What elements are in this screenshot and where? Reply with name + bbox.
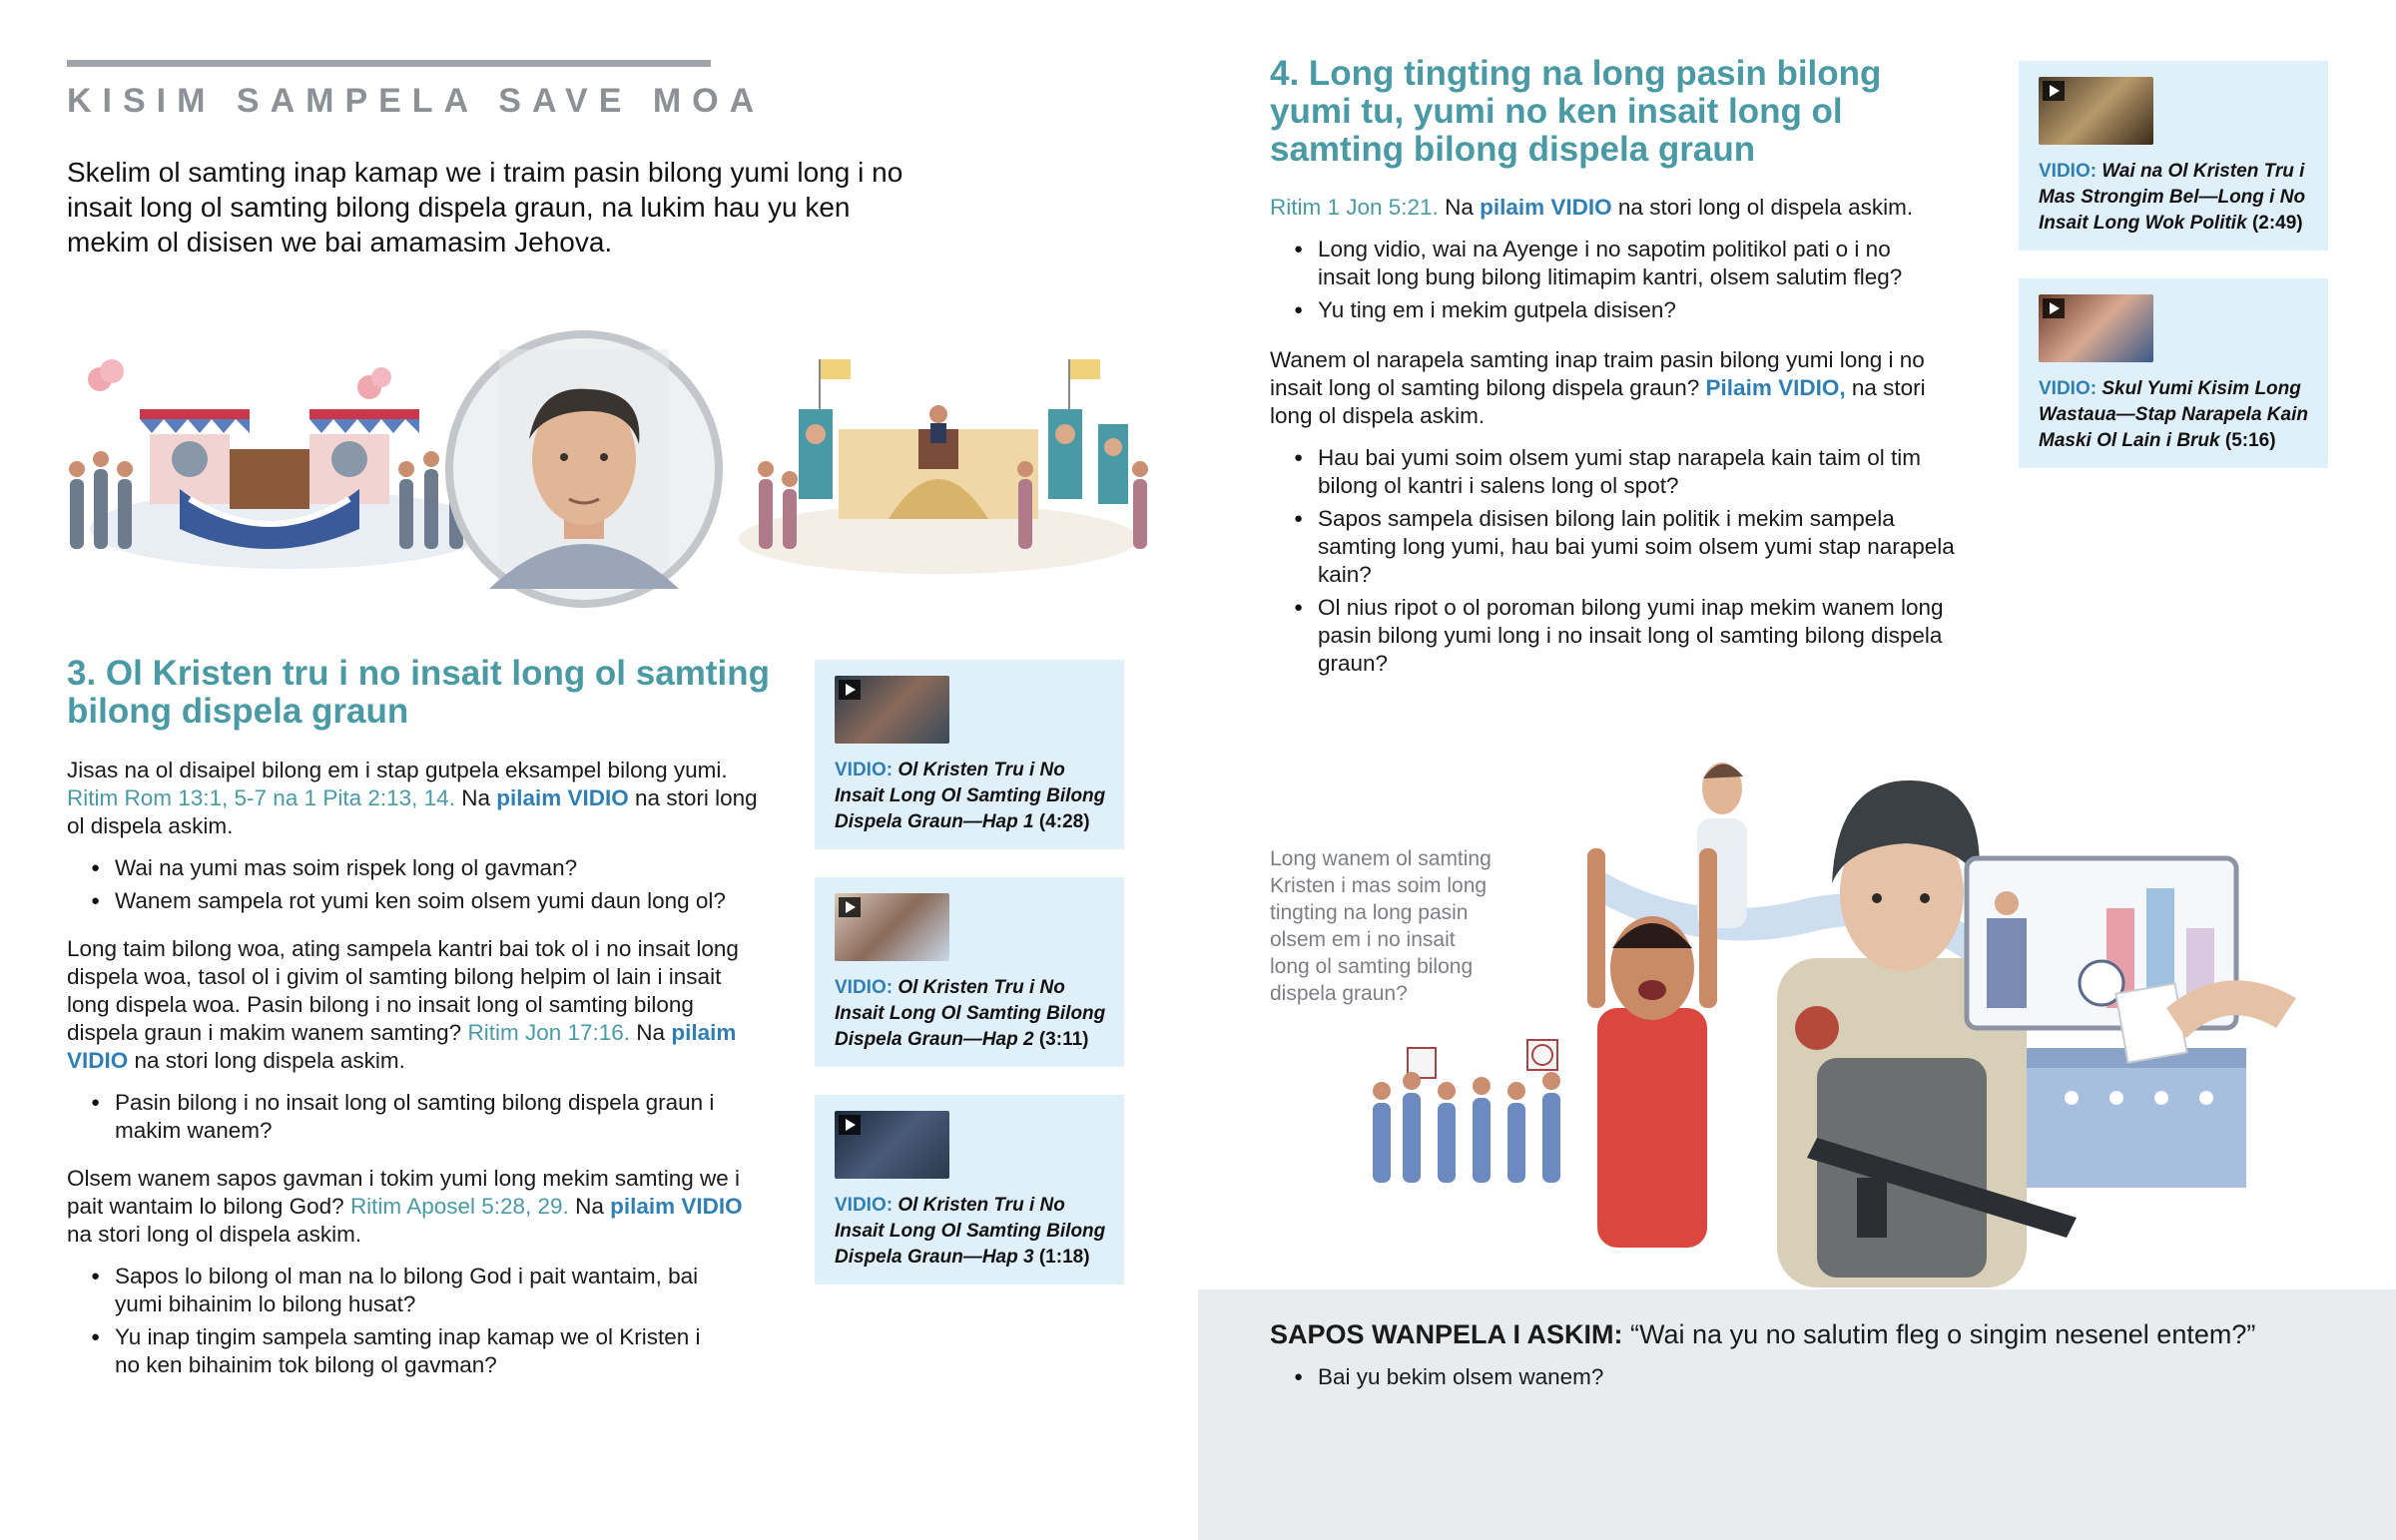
ask-answer-list: [1270, 1363, 2268, 1396]
section-4-heading: 4. Long tingting na long pasin bilong yumi tu, yumi no ken insait long ol samting bilong dispela graun: [1270, 54, 1882, 169]
intro-paragraph: Skelim ol samting inap kamap we i traim pasin bilong yumi long i no insait long ol samting bilong dispela graun, na lukim hau yu ken mekim ol disisen we bai amamasim Jehova.: [67, 157, 903, 257]
section-3-heading: 3. Ol Kristen tru i no insait long ol samting bilong dispela graun: [67, 654, 770, 731]
protest-crowd: [1373, 1040, 1560, 1183]
section-3-paragraph-2: [67, 935, 766, 1075]
video-label: VIDIO:: [835, 977, 894, 998]
video-box-hap-1[interactable]: [815, 660, 1124, 849]
illustration-caption: Long wanem ol samting Kristen i mas soim long tingting na long pasin olsem em i no insait long ol samting bilong dispela graun?: [1270, 847, 1492, 1005]
video-box-hap-2[interactable]: [815, 877, 1124, 1067]
section-4-question-list-1: [1270, 236, 1949, 324]
play-video-link[interactable]: Pilaim VIDIO,: [1705, 375, 1846, 400]
video-caption: [835, 975, 1114, 1053]
play-video-link[interactable]: pilaim VIDIO: [67, 1020, 737, 1073]
question-item: ● Pasin bilong i no insait long ol samting bilong dispela graun i makim wanem?: [67, 1089, 766, 1145]
video-label: VIDIO:: [2039, 378, 2097, 399]
question-item: ● Ol nius ripot o ol poroman bilong yumi inap mekim wanem long pasin bilong yumi long i no insait long ol samting bilong dispela graun?: [1270, 594, 1969, 678]
header-rule: [67, 60, 711, 67]
question-item: ● Long vidio, wai na Ayenge i no sapotim politikol pati o i no insait long bung bilong litimapim kantri, olsem salutim fleg?: [1270, 236, 1949, 291]
play-video-link[interactable]: pilaim VIDIO: [496, 785, 629, 810]
play-video-link[interactable]: pilaim VIDIO: [1480, 195, 1612, 220]
connector-text: Na: [636, 1020, 666, 1045]
paragraph-text: Wanem ol narapela samting inap traim pasin bilong yumi long i no insait long ol samting bilong dispela graun?: [1270, 347, 1925, 400]
section-3-question-list-1: [67, 854, 766, 915]
play-icon[interactable]: [839, 680, 861, 700]
section-3-body: [67, 757, 766, 1384]
connector-text: Na: [575, 1194, 604, 1219]
question-item: ● Wai na yumi mas soim rispek long ol gavman?: [67, 854, 766, 882]
section-3-paragraph-1: [67, 757, 766, 840]
paragraph-text: Long taim bilong woa, ating sampela kantri bai tok ol i no insait long dispela woa, tasol ol i givim ol samting bilong helpim ol lain i insait long dispela woa. Pasin bilong i no insait long ol samting bilong dispela graun i makim wanem samting?: [67, 936, 739, 1045]
nationalism-illustration: [1348, 759, 2306, 1289]
ask-label: SAPOS WANPELA I ASKIM:: [1270, 1319, 1623, 1349]
section-3-question-list-3: [67, 1263, 706, 1379]
scripture-reference-link[interactable]: Ritim Aposel 5:28, 29.: [349, 1194, 569, 1219]
video-title[interactable]: Ol Kristen Tru i No Insait Long Ol Samting Bilong Dispela Graun—Hap 3: [835, 1195, 1106, 1268]
question-item: ● Sapos sampela disisen bilong lain politik i mekim sampela samting long yumi, hau bai yumi soim olsem yumi stap narapela kain?: [1270, 505, 1969, 589]
question-item: ● Wanem sampela rot yumi ken soim olsem yumi daun long ol?: [67, 887, 766, 915]
video-duration: (1:18): [1038, 1247, 1090, 1268]
paragraph-text: Jisas na ol disaipel bilong em i stap gutpela eksampel bilong yumi.: [67, 758, 728, 782]
question-item: ● Yu inap tingim sampela samting inap kamap we ol Kristen i no ken bihainim tok bilong ol gavman?: [67, 1323, 706, 1379]
video-caption: [835, 1193, 1114, 1271]
video-caption: [835, 758, 1114, 835]
video-duration: (2:49): [2251, 213, 2303, 234]
video-title[interactable]: Ol Kristen Tru i No Insait Long Ol Samting Bilong Dispela Graun—Hap 2: [835, 977, 1106, 1050]
question-item: ● Hau bai yumi soim olsem yumi stap narapela kain taim ol tim bilong ol kantri i salens long ol spot?: [1270, 444, 1969, 500]
paragraph-text: Olsem wanem sapos gavman i tokim yumi long mekim samting we i pait wantaim lo bilong God?: [67, 1166, 740, 1219]
right-rally-scene: [739, 359, 1148, 574]
play-video-link[interactable]: pilaim VIDIO: [610, 1194, 743, 1219]
video-thumbnail[interactable]: [835, 893, 949, 961]
paragraph-tail: na stori long ol dispela askim.: [1270, 375, 1926, 428]
play-icon[interactable]: [839, 897, 861, 917]
page-title: KISIM SAMPELA SAVE MOA: [67, 82, 766, 120]
video-thumbnail[interactable]: [835, 676, 949, 744]
portrait-medallion: [449, 334, 719, 604]
video-box-wastaua[interactable]: [2019, 278, 2328, 468]
section-3-question-list-2: [67, 1089, 766, 1145]
video-thumbnail[interactable]: [2039, 294, 2153, 362]
section-4-body: [1270, 194, 1969, 683]
scripture-reference-link[interactable]: Ritim Rom 13:1, 5-7 na 1 Pita 2:13, 14.: [67, 785, 455, 810]
section-3-paragraph-3: [67, 1165, 766, 1249]
paragraph-tail: na stori long ol dispela askim.: [67, 785, 758, 838]
video-thumbnail[interactable]: [835, 1111, 949, 1179]
video-box-politik[interactable]: [2019, 61, 2328, 251]
video-thumbnail[interactable]: [2039, 77, 2153, 145]
play-icon[interactable]: [2043, 298, 2065, 318]
connector-text: Na: [461, 785, 490, 810]
video-duration: (5:16): [2224, 430, 2276, 451]
video-label: VIDIO:: [835, 760, 894, 780]
paragraph-tail: na stori long dispela askim.: [134, 1048, 405, 1073]
video-duration: (3:11): [1038, 1029, 1089, 1050]
question-item: ● Sapos lo bilong ol man na lo bilong God i pait wantaim, bai yumi bihainim lo bilong husat?: [67, 1263, 706, 1318]
scripture-reference-link[interactable]: Ritim 1 Jon 5:21.: [1270, 195, 1439, 220]
video-duration: (4:28): [1038, 811, 1090, 832]
connector-text: Na: [1445, 195, 1474, 220]
play-icon[interactable]: [839, 1115, 861, 1135]
ask-question: [1270, 1317, 2368, 1351]
play-icon[interactable]: [2043, 81, 2065, 101]
ask-quote: “Wai na yu no salutim fleg o singim nesenel entem?”: [1630, 1319, 2256, 1349]
question-item: ● Bai yu bekim olsem wanem?: [1270, 1363, 2268, 1391]
left-rally-scene: [69, 359, 489, 569]
video-title[interactable]: Wai na Ol Kristen Tru i Mas Strongim Bel—Long i No Insait Long Wok Politik: [2039, 161, 2306, 234]
paragraph-tail: na stori long ol dispela askim.: [67, 1222, 362, 1247]
video-title[interactable]: Skul Yumi Kisim Long Wastaua—Stap Narapela Kain Maski Ol Lain i Bruk: [2039, 378, 2308, 451]
paragraph-tail: na stori long ol dispela askim.: [1617, 195, 1914, 220]
scripture-reference-link[interactable]: Ritim Jon 17:16.: [467, 1020, 631, 1045]
section-4-paragraph-1: [1270, 194, 1969, 222]
video-label: VIDIO:: [2039, 161, 2097, 182]
video-title[interactable]: Ol Kristen Tru i No Insait Long Ol Samting Bilong Dispela Graun—Hap 1: [835, 760, 1106, 832]
section-4-question-list-2: [1270, 444, 1969, 678]
election-rally-illustration: [60, 329, 1158, 619]
video-label: VIDIO:: [835, 1195, 894, 1216]
video-box-hap-3[interactable]: [815, 1095, 1124, 1284]
video-caption: [2039, 376, 2318, 454]
question-item: ● Yu ting em i mekim gutpela disisen?: [1270, 296, 1949, 324]
video-caption: [2039, 159, 2318, 237]
section-4-paragraph-2: [1270, 346, 1959, 430]
